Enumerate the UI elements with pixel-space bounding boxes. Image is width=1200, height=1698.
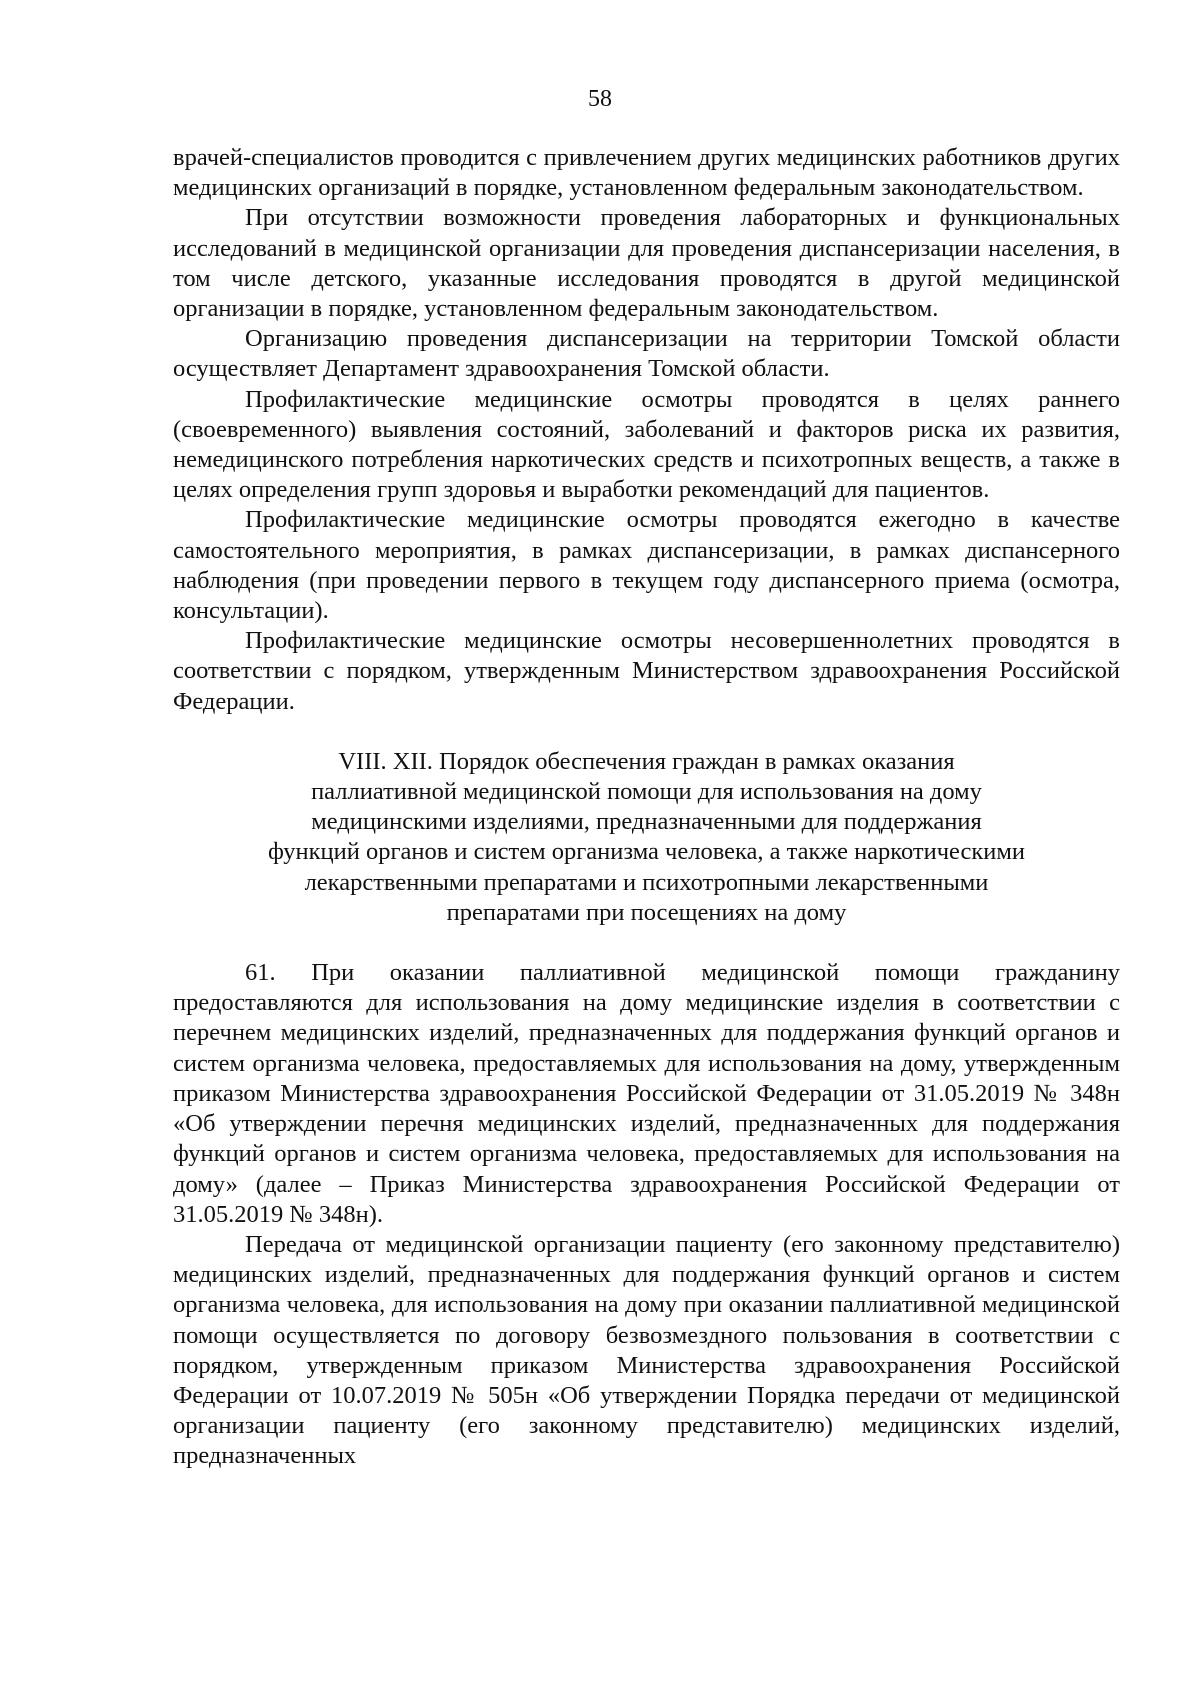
paragraph: врачей-специалистов проводится с привлечением других медицинских работников других медицинских организаций в порядке, установленном федеральным законодательством. xyxy=(173,144,1120,202)
section-heading-line: VIII. XII. Порядок обеспечения граждан в рамках оказания xyxy=(338,747,955,775)
paragraph-item-61: 61. При оказании паллиативной медицинской помощи гражданину предоставляются для использования на дому медицинские изделия в соответствии с перечнем медицинских изделий, предназначенных для поддержания функций органов и систем организма человека, предоставляемых для использования на дому, утвержденным приказом Министерства здравоохранения Российской Федерации от 31.05.2019 № 348н «Об утверждении перечня медицинских изделий, предназначенных для поддержания функций органов и систем организма человека, предоставляемых для использования на дому» (далее – Приказ Министерства здравоохранения Российской Федерации от 31.05.2019 № 348н). xyxy=(173,959,1120,1228)
paragraph: Профилактические медицинские осмотры проводятся в целях раннего (своевременного) выявления состояний, заболеваний и факторов риска их развития, немедицинского потребления наркотических средств и психотропных веществ, а также в целях определения групп здоровья и выработки рекомендаций для пациентов. xyxy=(173,385,1120,504)
section-heading-line: паллиативной медицинской помощи для использования на дому xyxy=(311,778,982,806)
section-heading-line: медицинскими изделиями, предназначенными для поддержания xyxy=(311,808,982,836)
section-heading-line: лекарственными препаратами и психотропными лекарственными xyxy=(304,868,989,896)
paragraph: При отсутствии возможности проведения лабораторных и функциональных исследований в медицинской организации для проведения диспансеризации населения, в том числе детского, указанные исследования проводятся в другой медицинской организации в порядке, установленном федеральным законодательством. xyxy=(173,204,1120,323)
page-number: 58 xyxy=(588,86,612,112)
paragraph: Организацию проведения диспансеризации на территории Томской области осуществляет Департамент здравоохранения Томской области. xyxy=(173,325,1120,383)
section-heading-line: функций органов и систем организма человека, а также наркотическими xyxy=(267,838,1026,866)
paragraph-group-bottom xyxy=(173,958,1120,1471)
section-heading-line: препаратами при посещениях на дому xyxy=(446,898,847,926)
document-body xyxy=(173,143,1120,1472)
paragraph: Профилактические медицинские осмотры проводятся ежегодно в качестве самостоятельного мероприятия, в рамках диспансеризации, в рамках диспансерного наблюдения (при проведении первого в текущем году диспансерного приема (осмотра, консультации). xyxy=(173,506,1120,625)
section-heading xyxy=(173,747,1120,928)
paragraph-group-top xyxy=(173,143,1120,717)
paragraph: Профилактические медицинские осмотры несовершеннолетних проводятся в соответствии с порядком, утвержденным Министерством здравоохранения Российской Федерации. xyxy=(173,627,1120,715)
paragraph: Передача от медицинской организации пациенту (его законному представителю) медицинских изделий, предназначенных для поддержания функций органов и систем организма человека, для использования на дому при оказании паллиативной медицинской помощи осуществляется по договору безвозмездного пользования в соответствии с порядком, утвержденным приказом Министерства здравоохранения Российской Федерации от 10.07.2019 № 505н «Об утверждении Порядка передачи от медицинской организации пациенту (его законному представителю) медицинских изделий, предназначенных xyxy=(173,1230,1120,1470)
